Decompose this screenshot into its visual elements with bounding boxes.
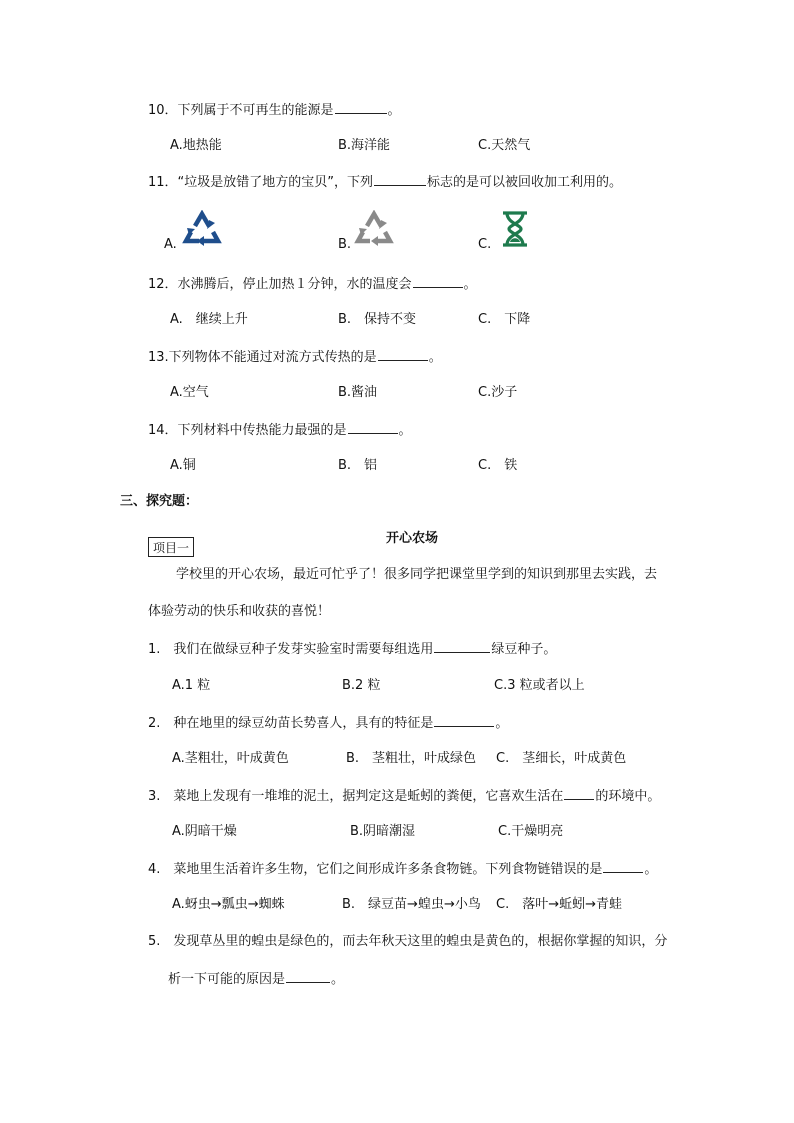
question-13-stem: 13.下列物体不能通过对流方式传热的是 bbox=[148, 350, 377, 365]
option-c: C.干燥明亮 bbox=[498, 824, 564, 839]
question-14-stem-end: 。 bbox=[398, 423, 412, 438]
answer-blank[interactable] bbox=[564, 788, 594, 800]
option-b: B. 茎粗壮，叶成绿色 bbox=[346, 751, 477, 766]
project-question-3 bbox=[148, 788, 660, 805]
option-b: B.酱油 bbox=[338, 385, 378, 400]
project-question-2-stem-end: 。 bbox=[495, 716, 509, 731]
option-b: B. 保持不变 bbox=[338, 312, 417, 327]
option-c: C.沙子 bbox=[478, 385, 518, 400]
option-c: C. bbox=[478, 237, 492, 252]
project-question-5-line1: 5. 发现草丛里的蝗虫是绿色的，而去年秋天这里的蝗虫是黄色的，根据你掌握的知识，分 bbox=[148, 934, 668, 949]
answer-blank[interactable] bbox=[374, 174, 426, 186]
option-b: B.阴暗潮湿 bbox=[350, 824, 416, 839]
option-a: A.茎粗壮，叶成黄色 bbox=[172, 751, 289, 766]
question-12-stem: 12．水沸腾后，停止加热１分钟，水的温度会 bbox=[148, 277, 412, 292]
option-a: A.地热能 bbox=[170, 138, 222, 153]
option-c: C. 下降 bbox=[478, 312, 531, 327]
option-c: C. 铁 bbox=[478, 458, 518, 473]
project-question-2 bbox=[148, 715, 508, 732]
question-13-stem-end: 。 bbox=[428, 350, 442, 365]
question-10-stem-end: 。 bbox=[387, 103, 401, 118]
question-11-stem-end: 标志的是可以被回收加工利用的。 bbox=[427, 175, 623, 190]
question-11 bbox=[148, 174, 622, 191]
question-10-stem: 10．下列属于不可再生的能源是 bbox=[148, 103, 334, 118]
question-14 bbox=[148, 422, 412, 439]
option-b: B. 绿豆苗→蝗虫→小鸟 bbox=[342, 897, 481, 912]
option-c: C. 茎细长，叶成黄色 bbox=[496, 751, 627, 766]
answer-blank[interactable] bbox=[434, 641, 490, 653]
option-b: B. 铝 bbox=[338, 458, 378, 473]
recycle-icon bbox=[182, 210, 222, 246]
recycle-icon bbox=[354, 210, 394, 246]
question-12 bbox=[148, 276, 477, 293]
option-b: B. bbox=[338, 237, 352, 252]
project-label-box: 项目一 bbox=[148, 537, 194, 557]
project-question-4-stem: 4. 菜地里生活着许多生物，它们之间形成许多条食物链。下列食物链错误的是 bbox=[148, 862, 603, 877]
option-c: C.天然气 bbox=[478, 138, 531, 153]
answer-blank[interactable] bbox=[286, 971, 330, 983]
option-a: A.1 粒 bbox=[172, 678, 211, 693]
project-question-3-stem-end: 的环境中。 bbox=[595, 789, 661, 804]
project-title: 开心农场 bbox=[386, 531, 439, 546]
option-a: A.阴暗干燥 bbox=[172, 824, 237, 839]
option-a: A. 继续上升 bbox=[170, 312, 248, 327]
option-a: A.铜 bbox=[170, 458, 196, 473]
project-question-3-stem: 3. 菜地上发现有一堆堆的泥土，据判定这是蚯蚓的粪便，它喜欢生活在 bbox=[148, 789, 564, 804]
project-question-5-stem-end: 。 bbox=[331, 972, 345, 987]
project-question-1-stem-end: 绿豆种子。 bbox=[491, 642, 557, 657]
option-c: C.3 粒或者以上 bbox=[494, 678, 585, 693]
project-question-4 bbox=[148, 861, 657, 878]
project-question-5-stem: 析一下可能的原因是 bbox=[168, 972, 286, 987]
project-question-4-stem-end: 。 bbox=[644, 862, 658, 877]
intro-paragraph-line: 体验劳动的快乐和收获的喜悦！ bbox=[148, 604, 331, 619]
option-c: C. 落叶→蚯蚓→青蛙 bbox=[496, 897, 622, 912]
option-a: A.空气 bbox=[170, 385, 209, 400]
answer-blank[interactable] bbox=[413, 276, 463, 288]
answer-blank[interactable] bbox=[434, 715, 494, 727]
answer-blank[interactable] bbox=[378, 349, 428, 361]
answer-blank[interactable] bbox=[335, 102, 387, 114]
answer-blank[interactable] bbox=[348, 422, 398, 434]
question-12-stem-end: 。 bbox=[463, 277, 477, 292]
intro-paragraph-line: 学校里的开心农场，最近可忙乎了！很多同学把课堂里学到的知识到那里去实践，去 bbox=[176, 567, 658, 582]
option-b: B.海洋能 bbox=[338, 138, 391, 153]
option-a: A. bbox=[164, 237, 177, 252]
project-question-5-line2 bbox=[168, 971, 344, 988]
question-14-stem: 14．下列材料中传热能力最强的是 bbox=[148, 423, 347, 438]
option-a: A.蚜虫→瓢虫→蜘蛛 bbox=[172, 897, 285, 912]
question-13 bbox=[148, 349, 442, 366]
option-b: B.2 粒 bbox=[342, 678, 381, 693]
answer-blank[interactable] bbox=[603, 861, 643, 873]
project-question-1 bbox=[148, 641, 556, 658]
section-heading: 三、探究题： bbox=[120, 494, 199, 509]
project-question-1-stem: 1. 我们在做绿豆种子发芽实验室时需要每组选用 bbox=[148, 642, 434, 657]
question-10 bbox=[148, 102, 401, 119]
question-11-stem: 11．“垃圾是放错了地方的宝贝”，下列 bbox=[148, 175, 374, 190]
hourglass-icon bbox=[500, 210, 530, 248]
project-question-2-stem: 2. 种在地里的绿豆幼苗长势喜人，具有的特征是 bbox=[148, 716, 434, 731]
